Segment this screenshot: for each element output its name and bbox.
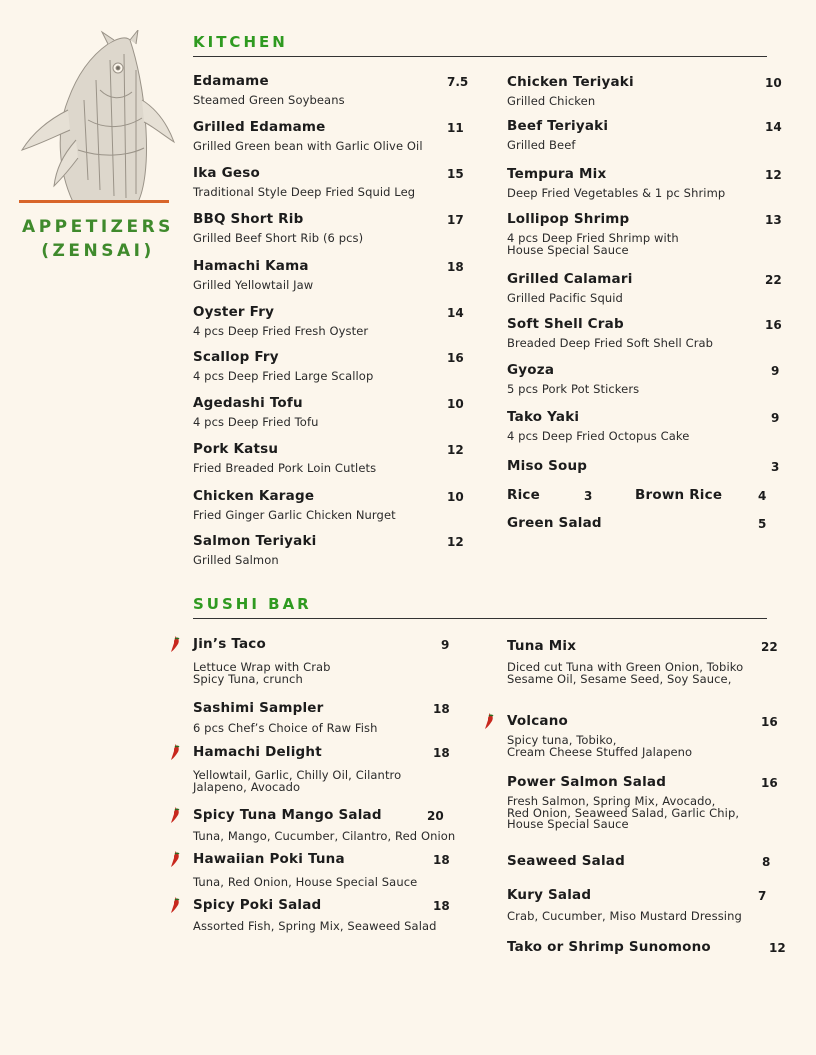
menu-item-name: Brown Rice	[635, 487, 723, 503]
menu-item-description: Grilled Beef Short Rib (6 pcs)	[193, 231, 364, 245]
menu-item-description: 6 pcs Chef’s Choice of Raw Fish	[193, 721, 378, 735]
menu-item-description: Spicy Tuna, crunch	[193, 671, 303, 686]
menu-item-price: 12	[765, 168, 782, 182]
menu-item-price: 22	[761, 640, 778, 654]
menu-item-name: Sashimi Sampler	[193, 700, 324, 716]
menu-item-price: 4	[758, 489, 767, 503]
menu-item-description: Diced cut Tuna with Green Onion, Tobiko	[507, 660, 744, 674]
menu-item-price: 10	[447, 490, 464, 504]
menu-item-name: Beef Teriyaki	[507, 118, 609, 134]
menu-item-price: 18	[433, 853, 450, 867]
menu-item-price: 16	[447, 351, 464, 365]
menu-item-price: 10	[765, 76, 782, 90]
menu-item-name: Seaweed Salad	[507, 853, 625, 869]
menu-item-description: Grilled Salmon	[193, 553, 279, 567]
section-heading-kitchen: KITCHEN	[193, 33, 767, 57]
menu-item-description: Steamed Green Soybeans	[193, 93, 345, 107]
menu-item-description: Tuna, Mango, Cucumber, Cilantro, Red Onion	[193, 829, 456, 843]
menu-item-name: Scallop Fry	[193, 349, 279, 365]
menu-item-price: 18	[433, 746, 450, 760]
chili-pepper-icon	[169, 850, 181, 868]
menu-item-name: Ika Geso	[193, 165, 260, 181]
menu-item-price: 16	[761, 715, 778, 729]
menu-item-name: Spicy Poki Salad	[193, 897, 322, 913]
chili-pepper-icon	[169, 896, 181, 914]
menu-item-name: Volcano	[507, 713, 569, 729]
menu-item-description: House Special Sauce	[507, 242, 629, 257]
menu-item-description: Grilled Yellowtail Jaw	[193, 278, 314, 292]
menu-item-description: 4 pcs Deep Fried Octopus Cake	[507, 429, 690, 443]
menu-item-name: Tuna Mix	[507, 638, 577, 654]
menu-item-name: Agedashi Tofu	[193, 395, 303, 411]
menu-item-description: Spicy tuna, Tobiko,	[507, 733, 617, 747]
menu-item-price: 14	[765, 120, 782, 134]
menu-item-price: 5	[758, 517, 767, 531]
side-title-line-2: (ZENSAI)	[41, 241, 155, 261]
menu-item-name: Chicken Karage	[193, 488, 315, 504]
menu-item-name: Grilled Edamame	[193, 119, 326, 135]
menu-item-price: 14	[447, 306, 464, 320]
menu-item-price: 17	[447, 213, 464, 227]
menu-item-price: 9	[771, 364, 780, 378]
menu-item-name: Rice	[507, 487, 540, 503]
menu-item-description: Grilled Chicken	[507, 94, 596, 108]
menu-item-price: 3	[771, 460, 780, 474]
menu-item-description: Deep Fried Vegetables & 1 pc Shrimp	[507, 186, 726, 200]
menu-item-description: 4 pcs Deep Fried Large Scallop	[193, 369, 374, 383]
menu-item-name: Green Salad	[507, 515, 602, 531]
menu-item-price: 10	[447, 397, 464, 411]
menu-item-description: Fresh Salmon, Spring Mix, Avocado,	[507, 794, 716, 808]
menu-item-name: Chicken Teriyaki	[507, 74, 634, 90]
menu-item-price: 7	[758, 889, 767, 903]
menu-item-name: BBQ Short Rib	[193, 211, 304, 227]
chili-pepper-icon	[483, 712, 495, 730]
menu-item-name: Lollipop Shrimp	[507, 211, 630, 227]
menu-item-name: Spicy Tuna Mango Salad	[193, 807, 382, 823]
chili-pepper-icon	[169, 635, 181, 653]
menu-item-description: Grilled Beef	[507, 138, 576, 152]
side-section-title	[10, 215, 186, 263]
menu-item-name: Kury Salad	[507, 887, 592, 903]
menu-item-description: Fried Breaded Pork Loin Cutlets	[193, 461, 377, 475]
menu-item-name: Hawaiian Poki Tuna	[193, 851, 345, 867]
menu-item-description: Crab, Cucumber, Miso Mustard Dressing	[507, 909, 742, 923]
menu-item-price: 20	[427, 809, 444, 823]
menu-item-price: 7.5	[447, 75, 469, 89]
menu-item-name: Grilled Calamari	[507, 271, 633, 287]
menu-item-price: 11	[447, 121, 464, 135]
menu-item-name: Edamame	[193, 73, 269, 89]
menu-item-name: Tempura Mix	[507, 166, 607, 182]
menu-item-name: Soft Shell Crab	[507, 316, 624, 332]
menu-item-name: Hamachi Kama	[193, 258, 309, 274]
menu-item-description: Fried Ginger Garlic Chicken Nurget	[193, 508, 396, 522]
menu-item-description: Lettuce Wrap with Crab	[193, 660, 331, 674]
menu-item-name: Hamachi Delight	[193, 744, 322, 760]
side-accent-rule	[19, 200, 169, 203]
menu-item-name: Pork Katsu	[193, 441, 279, 457]
menu-item-description: Red Onion, Seaweed Salad, Garlic Chip,	[507, 805, 740, 820]
menu-item-name: Jin’s Taco	[193, 636, 266, 652]
chili-pepper-icon	[169, 743, 181, 761]
menu-item-price: 18	[447, 260, 464, 274]
menu-item-price: 18	[433, 899, 450, 913]
menu-item-price: 12	[447, 443, 464, 457]
menu-item-price: 12	[447, 535, 464, 549]
menu-item-name: Miso Soup	[507, 458, 588, 474]
menu-item-description: Cream Cheese Stuffed Jalapeno	[507, 744, 693, 759]
tuna-illustration-icon	[18, 30, 176, 202]
menu-item-price: 18	[433, 702, 450, 716]
menu-item-description: 5 pcs Pork Pot Stickers	[507, 382, 640, 396]
menu-item-description: 4 pcs Deep Fried Fresh Oyster	[193, 324, 369, 338]
menu-item-price: 22	[765, 273, 782, 287]
menu-item-price: 8	[762, 855, 771, 869]
menu-item-description: Traditional Style Deep Fried Squid Leg	[193, 185, 416, 199]
menu-item-price: 15	[447, 167, 464, 181]
menu-item-price: 3	[584, 489, 593, 503]
menu-item-description: 4 pcs Deep Fried Shrimp with	[507, 231, 679, 245]
menu-item-price: 16	[765, 318, 782, 332]
menu-item-description: Tuna, Red Onion, House Special Sauce	[193, 875, 418, 889]
menu-item-name: Salmon Teriyaki	[193, 533, 317, 549]
menu-item-price: 16	[761, 776, 778, 790]
menu-item-price: 13	[765, 213, 782, 227]
menu-item-description: Grilled Pacific Squid	[507, 291, 623, 305]
menu-item-description: Grilled Green bean with Garlic Olive Oil	[193, 139, 423, 153]
menu-item-description: Yellowtail, Garlic, Chilly Oil, Cilantro	[193, 768, 402, 782]
menu-item-name: Tako or Shrimp Sunomono	[507, 939, 711, 955]
menu-item-price: 9	[771, 411, 780, 425]
menu-item-description: Sesame Oil, Sesame Seed, Soy Sauce,	[507, 671, 732, 686]
menu-item-name: Gyoza	[507, 362, 555, 378]
menu-item-description: Jalapeno, Avocado	[193, 779, 301, 794]
section-heading-sushi-bar: SUSHI BAR	[193, 595, 767, 619]
chili-pepper-icon	[169, 806, 181, 824]
menu-item-description: Assorted Fish, Spring Mix, Seaweed Salad	[193, 919, 437, 933]
side-title-line-1: APPETIZERS	[22, 217, 174, 237]
menu-item-name: Power Salmon Salad	[507, 774, 667, 790]
menu-item-name: Tako Yaki	[507, 409, 580, 425]
menu-item-name: Oyster Fry	[193, 304, 275, 320]
menu-item-description: House Special Sauce	[507, 817, 629, 831]
menu-item-description: 4 pcs Deep Fried Tofu	[193, 415, 319, 429]
menu-item-price: 9	[441, 638, 450, 652]
menu-item-price: 12	[769, 941, 786, 955]
menu-item-description: Breaded Deep Fried Soft Shell Crab	[507, 336, 714, 350]
